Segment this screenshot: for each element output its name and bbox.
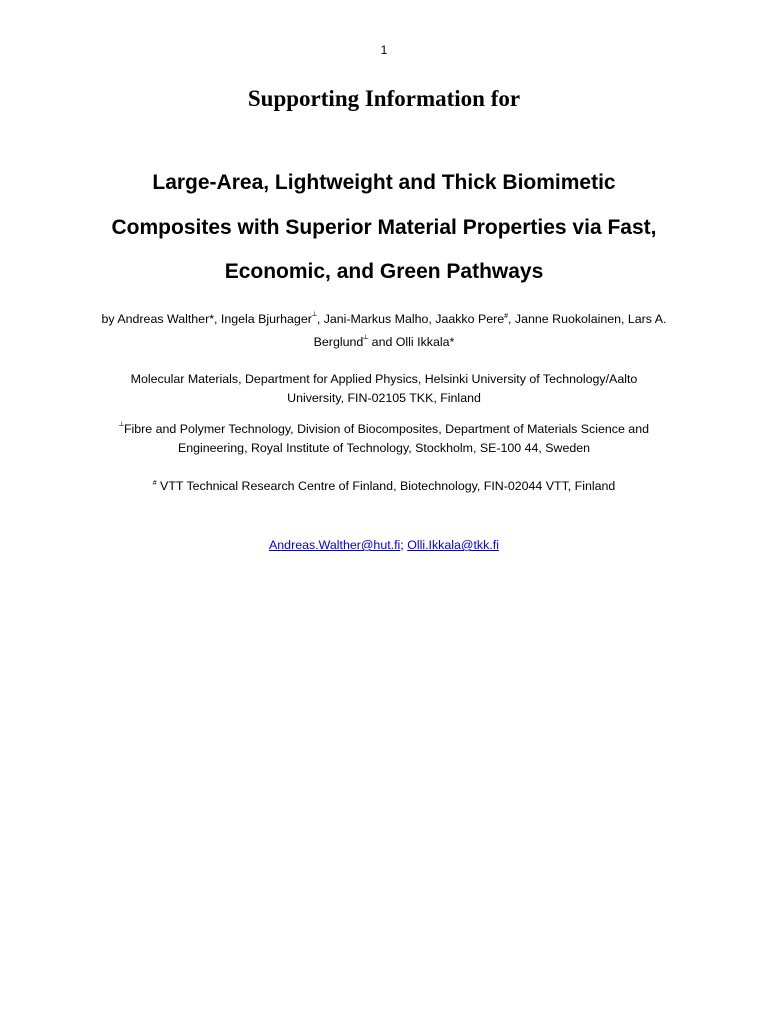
affiliation-kth [70, 420, 698, 458]
affiliation-vtt [70, 477, 698, 496]
affiliation-line: Molecular Materials, Department for Applied Physics, Helsinki University of Technology/Aalto [130, 372, 638, 386]
title-line-2: Composites with Superior Material Properties via Fast, [111, 215, 657, 239]
email-link-ikkala[interactable]: Olli.Ikkala@tkk.fi [407, 538, 499, 552]
affiliation-text: VTT Technical Research Centre of Finland, Biotechnology, FIN-02044 VTT, Finland [156, 479, 616, 493]
email-separator: ; [400, 538, 408, 552]
author-text-4: Berglund [313, 335, 364, 349]
page-number: 1 [380, 43, 388, 57]
email-link-walther[interactable]: Andreas.Walther@hut.fi [269, 538, 401, 552]
affiliation-mark: # [504, 313, 509, 320]
affiliation-line: Engineering, Royal Institute of Technology, Stockholm, SE-100 44, Sweden [177, 441, 591, 455]
affiliation-mark: # [152, 480, 157, 487]
author-text-5: and Olli Ikkala* [368, 335, 455, 349]
author-line-1 [70, 308, 698, 331]
author-line-2 [70, 331, 698, 354]
affiliation-line [70, 477, 698, 496]
author-list [70, 308, 698, 354]
title-line-1: Large-Area, Lightweight and Thick Biomimetic [152, 171, 616, 194]
supporting-info-heading: Supporting Information for [247, 86, 521, 111]
affiliation-line: University, FIN-02105 TKK, Finland [287, 391, 481, 405]
author-text-2: , Jani-Markus Malho, Jaakko Pere [316, 312, 505, 326]
author-text-3: , Janne Ruokolainen, Lars A. [508, 312, 667, 326]
affiliation-text: Fibre and Polymer Technology, Division of Biocomposites, Department of Materials Science and [123, 422, 649, 436]
contact-emails [0, 538, 768, 552]
affiliation-line [70, 420, 698, 439]
affiliation-mark: ┴ [363, 336, 369, 343]
affiliation-mark: ┴ [119, 423, 124, 430]
affiliation-mark: ┴ [311, 313, 317, 320]
paper-title [70, 161, 698, 295]
affiliation-helsinki [70, 370, 698, 408]
title-line-3: Economic, and Green Pathways [224, 260, 544, 283]
author-text-1: by Andreas Walther*, Ingela Bjurhager [101, 312, 312, 326]
